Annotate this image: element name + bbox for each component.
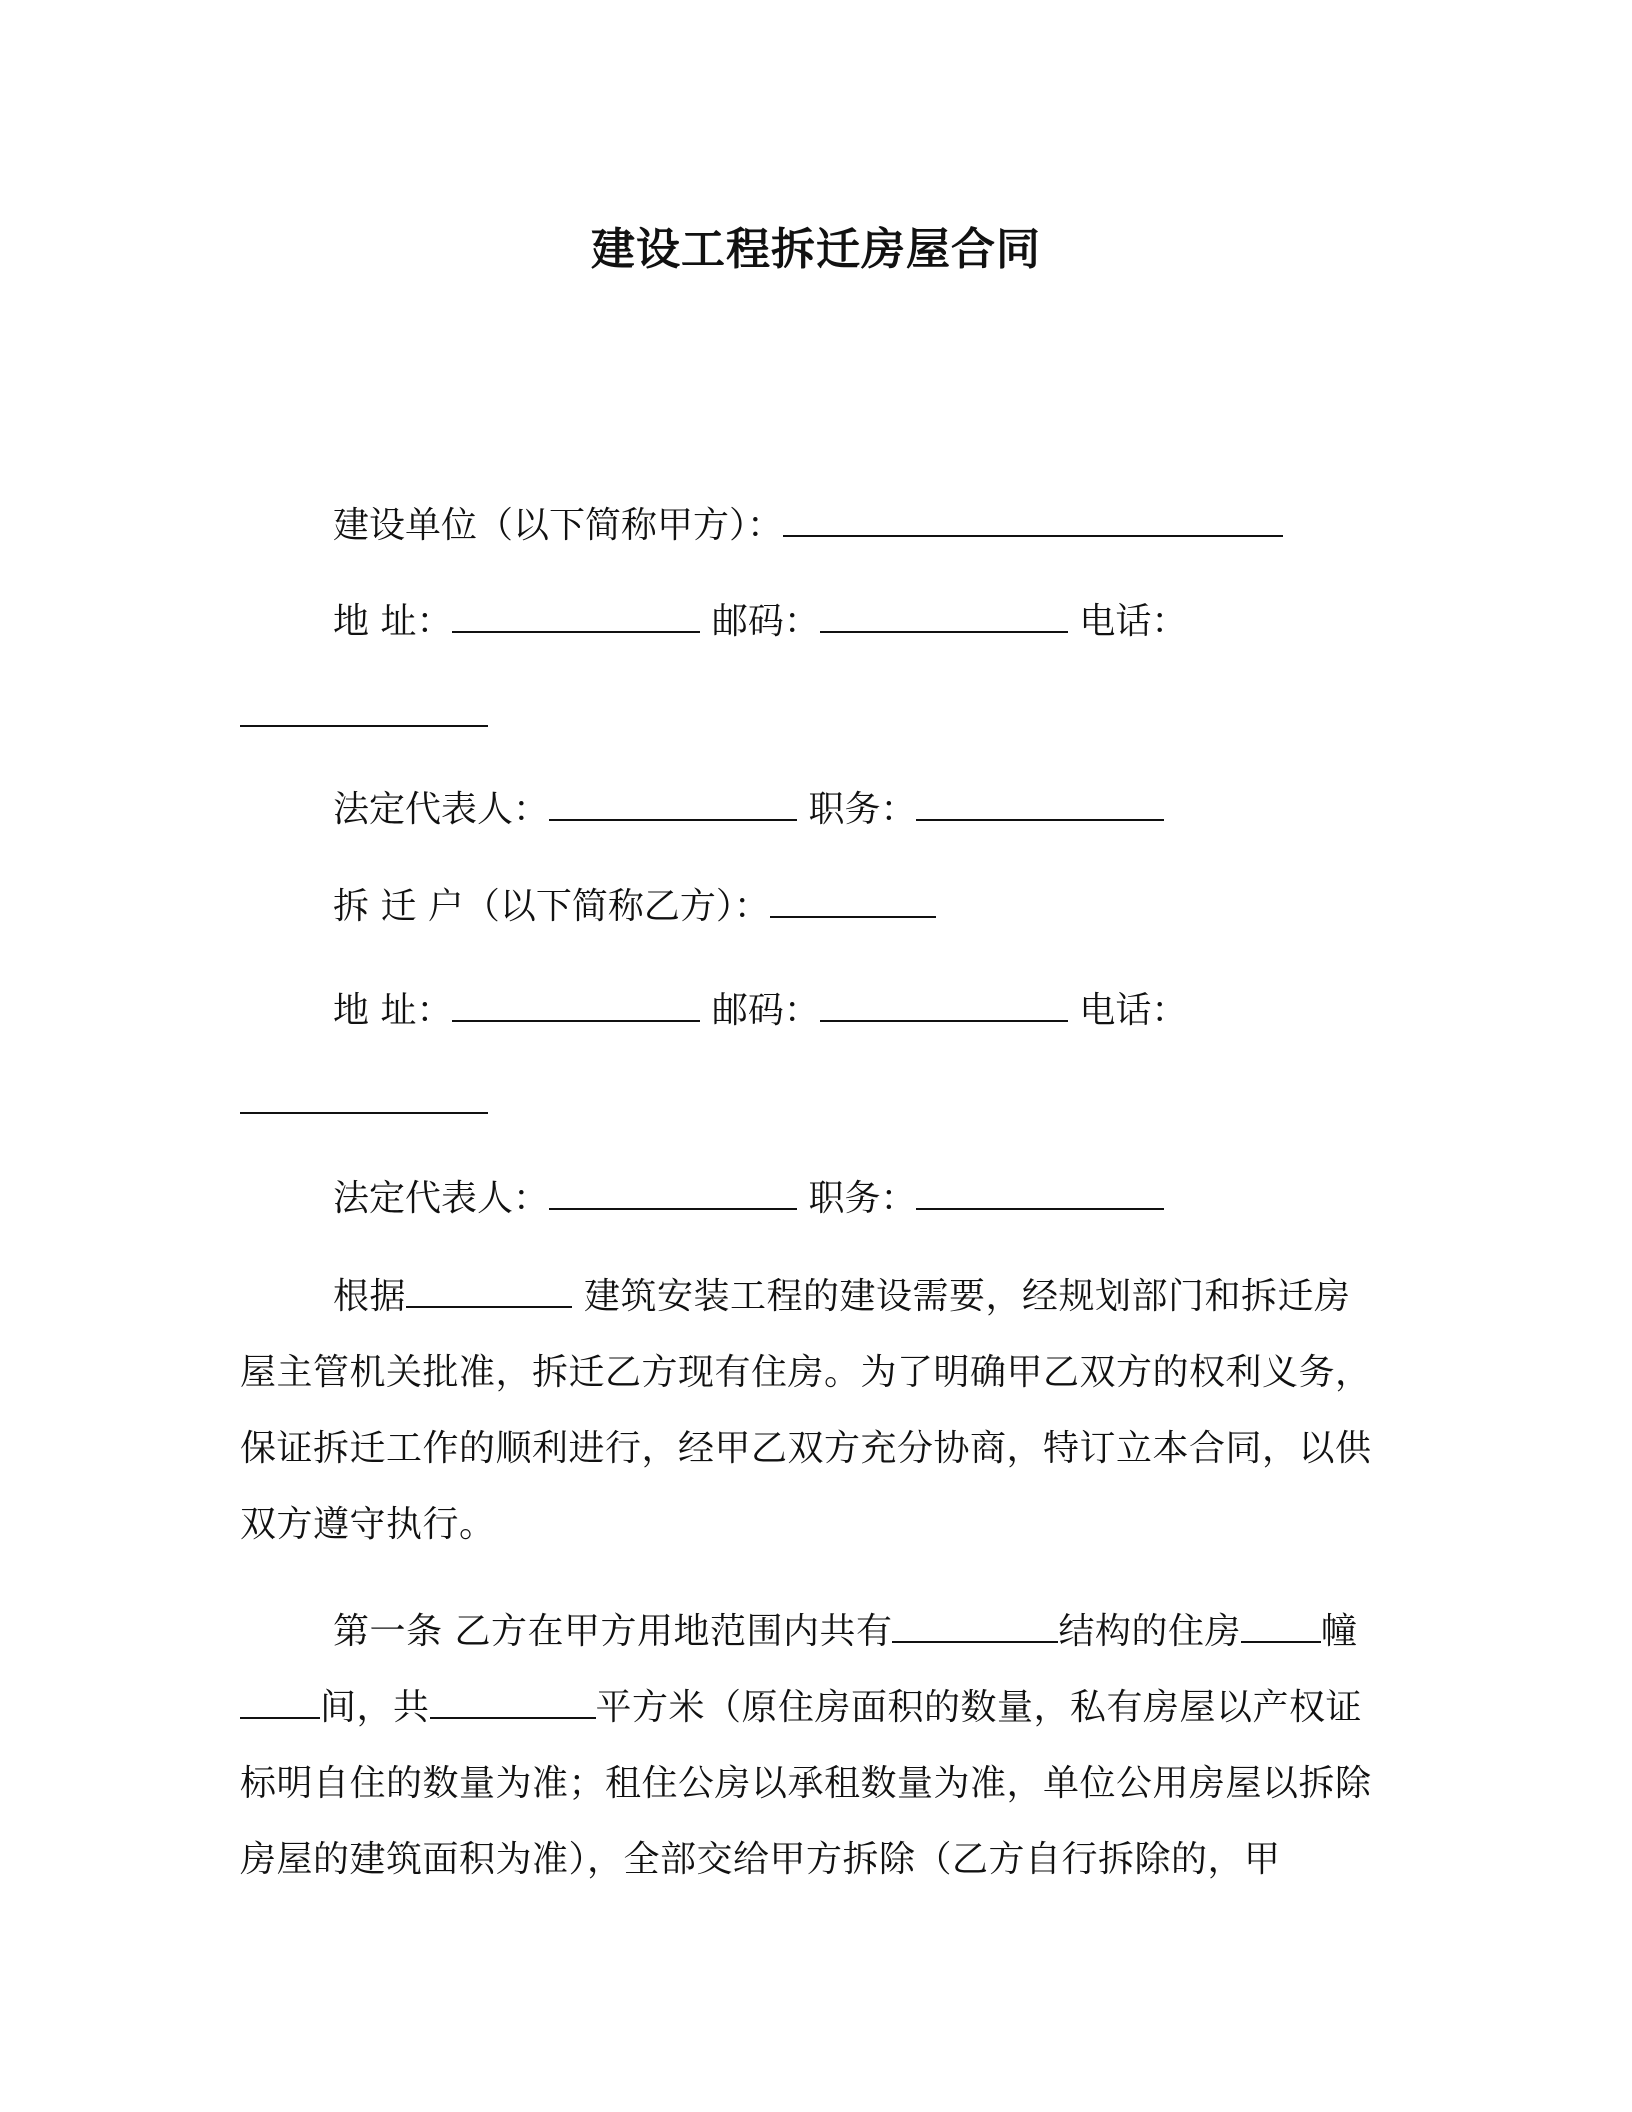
party-a-phone-blank xyxy=(240,695,488,727)
project-name-blank xyxy=(406,1276,572,1308)
room-count-blank xyxy=(240,1687,320,1719)
article-1-part-1: 第一条 乙方在甲方用地范围内共有 xyxy=(333,1611,893,1652)
party-b-phone-label: 电话： xyxy=(1079,990,1188,1031)
party-a-postcode-blank xyxy=(820,601,1068,633)
party-b-phone-blank-line xyxy=(240,1079,488,1127)
article-1-paragraph xyxy=(240,1594,1380,1898)
preamble-start: 根据 xyxy=(333,1276,407,1317)
party-b-name-line xyxy=(333,883,936,931)
party-a-address-label: 地 址： xyxy=(333,601,453,642)
article-1-part-4: 间，共 xyxy=(320,1687,430,1728)
party-b-address-line xyxy=(333,987,1187,1035)
party-b-position-blank xyxy=(916,1178,1164,1210)
party-b-address-label: 地 址： xyxy=(333,990,453,1031)
article-1-part-5: 平方米（原住房面积的数量，私有房屋以产权证标明自住的数量为准；租住公房以承租数量为准，单位公用房屋以拆除房屋的建筑面积为准），全部交给甲方拆除（乙方自行拆除的，甲 xyxy=(240,1687,1372,1880)
party-a-phone-blank-line xyxy=(240,692,488,740)
structure-type-blank xyxy=(892,1611,1058,1643)
party-b-rep-line xyxy=(333,1175,1164,1223)
party-a-phone-label: 电话： xyxy=(1079,601,1188,642)
party-b-rep-blank xyxy=(549,1178,797,1210)
party-a-address-line xyxy=(333,598,1187,646)
party-a-position-label: 职务： xyxy=(808,789,917,830)
party-a-rep-line xyxy=(333,786,1164,834)
area-blank xyxy=(430,1687,596,1719)
party-b-name-blank xyxy=(770,886,936,918)
party-b-postcode-label: 邮码： xyxy=(711,990,820,1031)
party-a-name-label: 建设单位（以下简称甲方）： xyxy=(333,505,784,546)
party-a-position-blank xyxy=(916,789,1164,821)
party-a-name-blank xyxy=(783,505,1283,537)
article-1-part-2: 结构的住房 xyxy=(1058,1611,1241,1652)
party-a-address-blank xyxy=(452,601,700,633)
party-b-name-label: 拆 迁 户（以下简称乙方）： xyxy=(333,886,770,927)
party-a-rep-blank xyxy=(549,789,797,821)
party-b-phone-blank xyxy=(240,1082,488,1114)
party-a-name-line xyxy=(333,502,1283,550)
building-count-blank xyxy=(1241,1611,1321,1643)
preamble-rest: 建筑安装工程的建设需要，经规划部门和拆迁房屋主管机关批准，拆迁乙方现有住房。为了明确甲乙双方的权利义务，保证拆迁工作的顺利进行，经甲乙双方充分协商，特订立本合同，以供双方遵守执行。 xyxy=(240,1276,1372,1545)
preamble-paragraph xyxy=(240,1259,1380,1563)
document-title: 建设工程拆迁房屋合同 xyxy=(591,224,1041,275)
party-a-postcode-label: 邮码： xyxy=(711,601,820,642)
party-b-address-blank xyxy=(452,990,700,1022)
party-b-position-label: 职务： xyxy=(808,1178,917,1219)
party-b-rep-label: 法定代表人： xyxy=(333,1178,550,1219)
party-b-postcode-blank xyxy=(820,990,1068,1022)
party-a-rep-label: 法定代表人： xyxy=(333,789,550,830)
article-1-part-3: 幢 xyxy=(1320,1611,1358,1652)
